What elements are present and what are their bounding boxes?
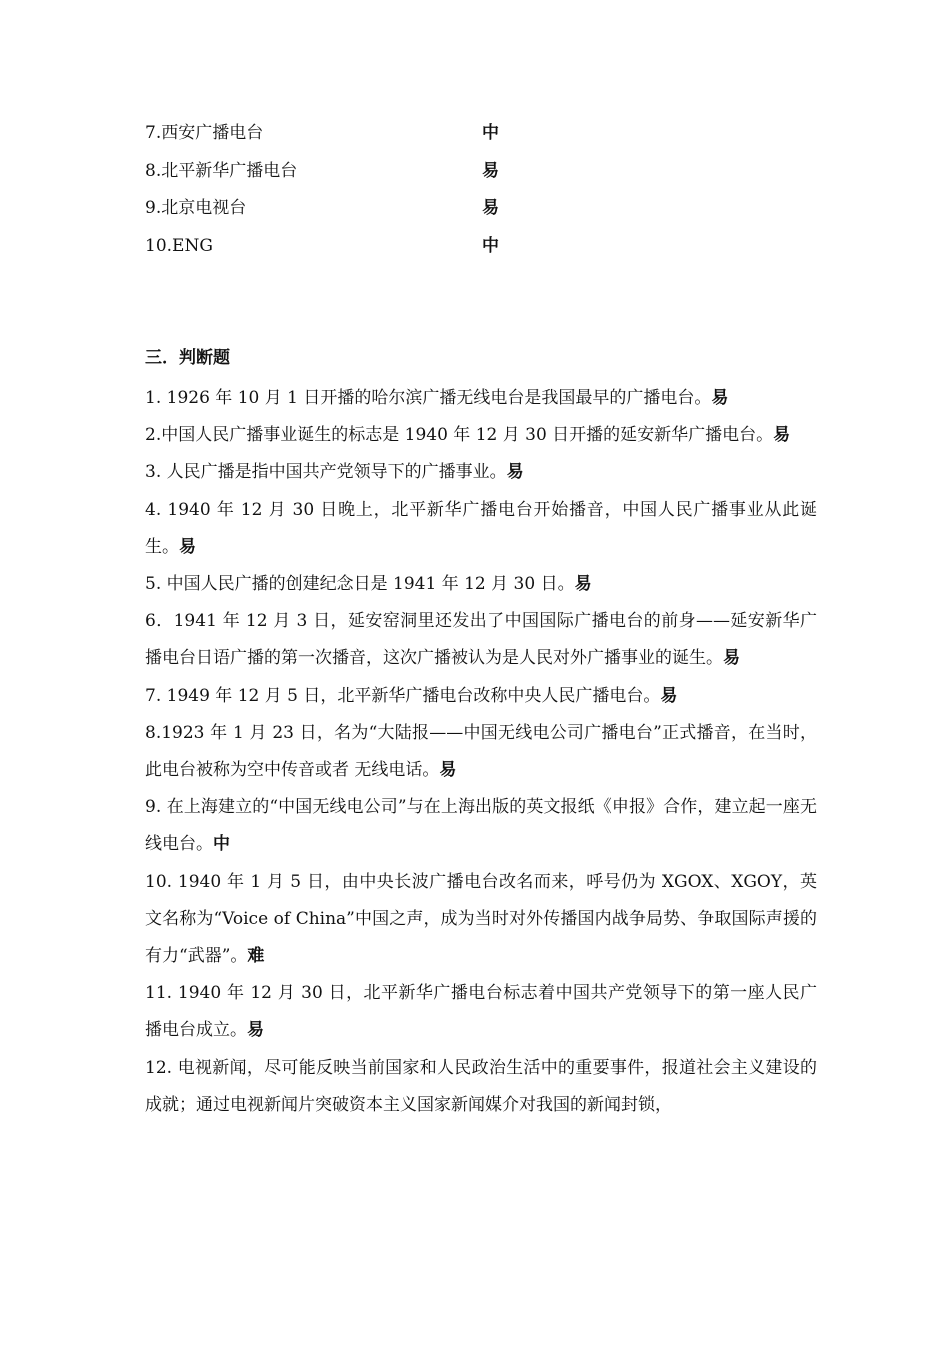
question-item — [145, 380, 817, 417]
true-false-section — [145, 343, 817, 1124]
term-text: 7.西安广播电台 — [145, 123, 264, 143]
difficulty-label: 易 — [439, 760, 457, 781]
difficulty-label: 易 — [179, 536, 196, 557]
question-text: 12. 电视新闻，尽可能反映当前国家和人民政治生活中的重要事件，报道社会主义建设的成就；通过电视新闻片突破资本主义国家新闻媒介对我国的新闻封锁， — [145, 1057, 817, 1115]
difficulty-label: 难 — [247, 946, 265, 967]
question-item — [145, 789, 817, 863]
question-item — [145, 454, 817, 491]
difficulty-label: 中 — [482, 123, 499, 143]
question-item — [145, 492, 817, 566]
question-text: 9. 在上海建立的“中国无线电公司”与在上海出版的英文报纸《申报》合作，建立起一座无线电台。 — [145, 797, 817, 855]
question-item — [145, 678, 817, 715]
term-list — [145, 118, 565, 268]
difficulty-label: 易 — [482, 198, 499, 218]
question-text: 2.中国人民广播事业诞生的标志是 1940 年 12 月 30 日开播的延安新华广播电台。 — [145, 425, 774, 446]
question-item — [145, 975, 817, 1049]
term-row — [145, 231, 565, 269]
difficulty-label: 易 — [574, 574, 592, 595]
difficulty-label: 中 — [213, 834, 230, 855]
term-row — [145, 118, 565, 156]
difficulty-label: 易 — [723, 648, 740, 669]
difficulty-label: 易 — [247, 1020, 264, 1041]
difficulty-label: 易 — [660, 685, 678, 706]
question-text: 5. 中国人民广播的创建纪念日是 1941 年 12 月 30 日。 — [145, 574, 575, 595]
question-item — [145, 864, 817, 976]
question-item — [145, 1050, 817, 1124]
question-item — [145, 603, 817, 677]
difficulty-label: 易 — [482, 160, 499, 181]
question-item — [145, 566, 817, 603]
question-item — [145, 715, 817, 789]
question-text: 7. 1949 年 12 月 5 日，北平新华广播电台改称中央人民广播电台。 — [145, 685, 661, 706]
question-text: 11. 1940 年 12 月 30 日，北平新华广播电台标志着中国共产党领导下的第一座人民广播电台成立。 — [145, 983, 817, 1041]
difficulty-label: 中 — [482, 235, 499, 256]
difficulty-label: 易 — [773, 425, 791, 446]
term-text: 10.ENG — [145, 235, 213, 256]
question-text: 3. 人民广播是指中国共产党领导下的广播事业。 — [145, 462, 507, 483]
question-text: 8.1923 年 1 月 23 日，名为“大陆报——中国无线电公司广播电台”正式播音，在当时，此电台被称为空中传音或者 无线电话。 — [145, 722, 817, 781]
difficulty-label: 易 — [506, 462, 524, 483]
question-text: 1. 1926 年 10 月 1 日开播的哈尔滨广播无线电台是我国最早的广播电台。 — [145, 388, 712, 408]
difficulty-label: 易 — [711, 388, 729, 408]
question-text: 4. 1940 年 12 月 30 日晚上，北平新华广播电台开始播音，中国人民广播事业从此诞生。 — [145, 499, 817, 557]
question-text: 6．1941 年 12 月 3 日，延安窑洞里还发出了中国国际广播电台的前身——延安新华广播电台日语广播的第一次播音，这次广播被认为是人民对外广播事业的诞生。 — [145, 611, 817, 669]
term-row — [145, 156, 565, 194]
term-text: 8.北平新华广播电台 — [145, 160, 298, 181]
question-item — [145, 417, 817, 454]
term-text: 9.北京电视台 — [145, 198, 247, 218]
question-text: 10. 1940 年 1 月 5 日，由中央长波广播电台改名而来，呼号仍为 XGOX、XGOY，英文名称为“Voice of China”中国之声，成为当时对外传播国内战争局势、争取国际声援的有力“武器”。 — [145, 871, 817, 967]
section-heading: 三．判断题 — [145, 348, 230, 368]
term-row — [145, 193, 565, 231]
